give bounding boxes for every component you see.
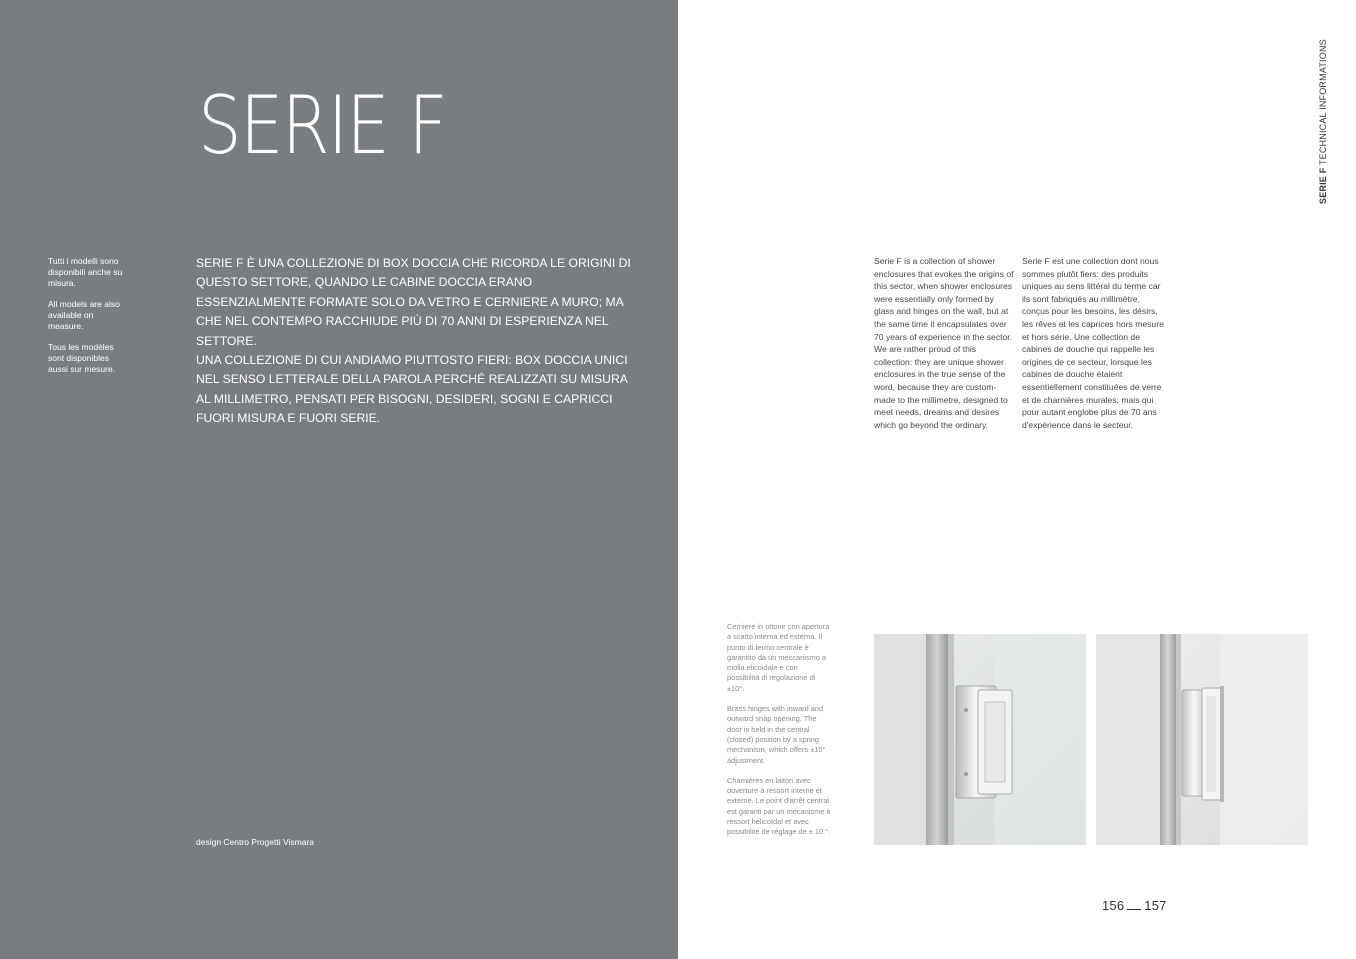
side-note-it: Tutti i modelli sono disponibili anche su misura. xyxy=(48,256,123,288)
page-number-right: 157 xyxy=(1144,898,1167,913)
description-fr-text: Serie F est une collection dont nous sommes plutôt fiers: des produits uniques au sens littéral du terme car ils sont fabriqués au millimètre, conçus pour les besoins, les désirs, les rêves et les caprices hors mesure et hors série. Une collection de cabines de douche qui rappelle les origines de ce secteur, lorsque les cabines de douche étaient essentiellement constituées de verre et de charnières murales; mais qui pour autant englobe plus de 70 ans d'expérience dans le secteur. xyxy=(1022,256,1164,430)
intro-paragraph-1: SERIE F È UNA COLLEZIONE DI BOX DOCCIA CHE RICORDA LE ORIGINI DI QUESTO SETTORE, QUANDO LE CABINE DOCCIA ERANO ESSENZIALMENTE FORMATE SOLO DA VETRO E CERNIERE A MURO; MA CHE NEL CONTEMPO RACCHIUDE PIÙ DI 70 ANNI DI ESPERIENZA NEL SETTORE. xyxy=(196,256,631,348)
hinge-caption xyxy=(727,622,831,848)
section-label-rest: TECHNICAL INFORMATIONS xyxy=(1318,39,1328,168)
hinge-caption-it: Cerniere in ottone con apertura a scatto interna ed esterna. Il punto di fermo centrale è garantito da un meccanismo a molla elicoidale e con possibilità di regolazione di ±10°. xyxy=(727,622,830,693)
page-number-left: 156 xyxy=(1102,898,1125,913)
design-credit: design Centro Progetti Vismara xyxy=(196,837,314,847)
hinge-caption-en: Brass hinges with inward and outward snap opening. The door is held in the central (closed) position by a spring mechanism, which offers ±10° adjustment. xyxy=(727,704,826,765)
section-label-bold: SERIE F xyxy=(1318,167,1328,204)
side-notes xyxy=(48,256,128,385)
description-fr xyxy=(1022,255,1164,431)
page-numbers xyxy=(1102,897,1167,913)
side-note-en: All models are also available on measure. xyxy=(48,299,120,331)
section-label xyxy=(1318,39,1328,204)
side-note-fr: Tous les modèles sont disponibles aussi sur mesure. xyxy=(48,342,116,374)
intro-text xyxy=(196,254,636,429)
description-en xyxy=(874,255,1016,431)
description-en-text: Serie F is a collection of shower enclosures that evokes the origins of this sector, when shower enclosures were essentially only formed by glass and hinges on the wall, but at the same time it encapsulates over 70 years of experience in the sector. We are rather proud of this collection: they are unique shower enclosures in the true sense of the word, because they are custom-made to the millimetre, designed to meet needs, dreams and desires which go beyond the ordinary. xyxy=(874,256,1014,430)
page-title: SERIE F xyxy=(198,79,447,172)
page-number-separator xyxy=(1127,897,1141,910)
hinge-photo-front xyxy=(874,634,1086,845)
intro-paragraph-2: UNA COLLEZIONE DI CUI ANDIAMO PIUTTOSTO FIERI: BOX DOCCIA UNICI NEL SENSO LETTERALE DELLA PAROLA PERCHÉ REALIZZATI SU MISURA AL MILLIMETRO, PENSATI PER BISOGNI, DESIDERI, SOGNI E CAPRICCI FUORI MISURA E FUORI SERIE. xyxy=(196,353,628,426)
hinge-photo-side xyxy=(1096,634,1308,845)
hinge-caption-fr: Charnières en laiton avec ouverture à ressort interne et externe. Le point d'arrêt central est garanti par un mécanisme à ressort hélicoïdal et avec possibilité de réglage de ± 10 °. xyxy=(727,775,831,837)
